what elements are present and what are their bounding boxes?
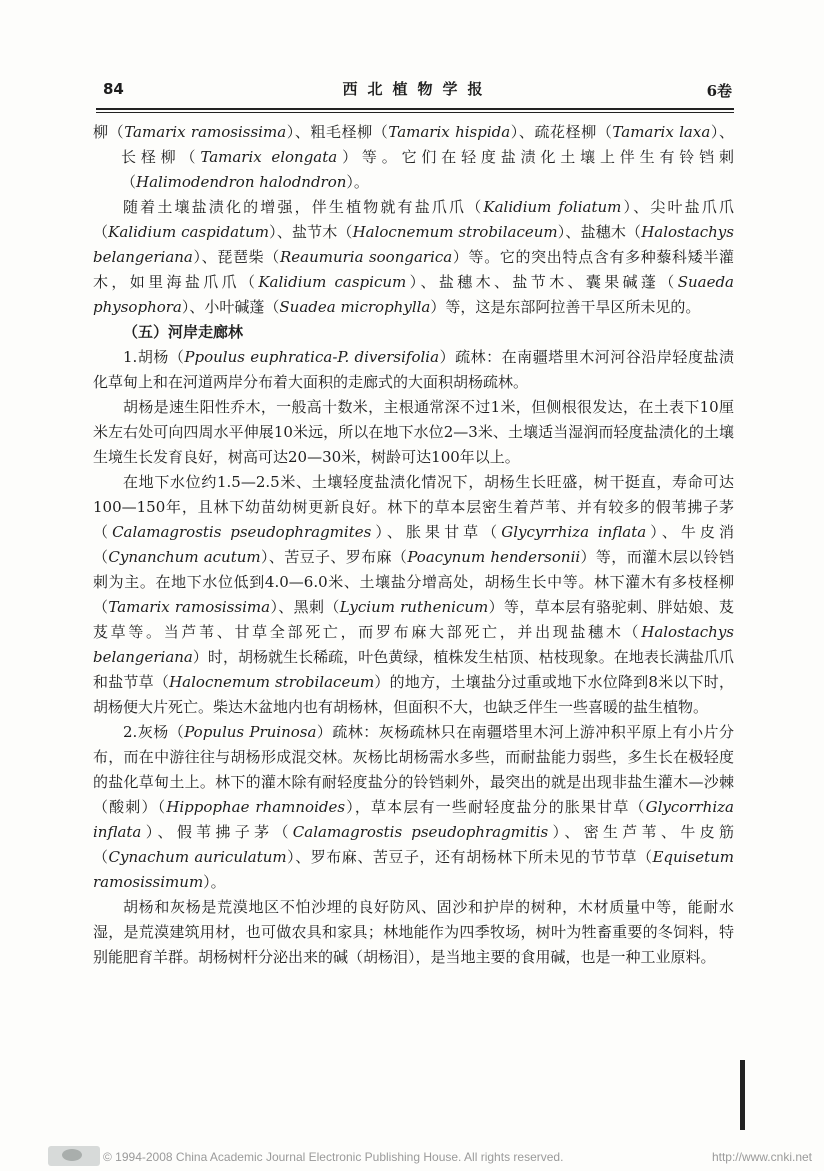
section-heading: （五）河岸走廊林 [123, 323, 244, 341]
paragraph [93, 395, 734, 470]
paragraph [93, 345, 734, 395]
text-run: ）时，胡杨就生长稀疏，叶色黄绿，植株发生枯顶、枯枝现象。在地表长满盐爪爪和盐节草（ [93, 648, 734, 691]
text-run: ）、长柽柳（ [121, 123, 734, 166]
page-number: 84 [103, 80, 124, 98]
latin-name: Halostachys belangeriana [93, 223, 734, 266]
text-run: 胡杨是速生阳性乔木，一般高十数米，主根通常深不过1米，但侧根很发达，在土表下10厘米左右处可向四周水平伸展10米远，所以在地下水位2—3米、土壤适当湿润而轻度盐渍化的土壤生境生长发育良好，树高可达20—30米，树龄可达100年以上。 [93, 398, 734, 466]
text-run: ）等，而灌木层以铃铛刺为主。在地下水位低到4.0—6.0米、土壤盐分增高处，胡杨生长中等。林下灌木有多枝柽柳（ [93, 548, 734, 616]
scan-edge-mark [740, 1060, 745, 1130]
copyright-notice: © 1994-2008 China Academic Journal Electronic Publishing House. All rights reserved. [103, 1150, 564, 1164]
running-header [103, 76, 732, 106]
text-run: ）。 [203, 873, 226, 891]
text-run: ）疏林：在南疆塔里木河河谷沿岸轻度盐渍化草甸上和在河道两岸分布着大面积的走廊式的大面积胡杨疏林。 [93, 348, 734, 391]
text-run: ）等。它的突出特点含有多种藜科矮半灌木，如里海盐爪爪（ [93, 248, 734, 291]
paragraph [93, 120, 734, 195]
latin-name: Tamarix laxa [612, 123, 711, 141]
latin-name: Tamarix hispida [388, 123, 511, 141]
latin-name: Halocnemum strobilaceum [352, 223, 558, 241]
latin-name: Glycyrrhiza inflata [501, 523, 647, 541]
text-run: ）等，这是东部阿拉善干旱区所未见的。 [430, 298, 701, 316]
paragraph [93, 470, 734, 720]
latin-name: Kalidium caspicum [258, 273, 407, 291]
text-run: ）。 [346, 173, 369, 191]
latin-name: Lycium ruthenicum [339, 598, 489, 616]
header-rule [96, 108, 734, 113]
latin-name: Equisetum ramosissimum [93, 848, 734, 891]
text-run: 柳（ [93, 123, 125, 141]
latin-name: Tamarix ramosissima [124, 123, 287, 141]
text-run: ）、盐穗木（ [557, 223, 642, 241]
paragraph [93, 720, 734, 895]
text-run: ）等。它们在轻度盐渍化土壤上伴生有铃铛刺（ [121, 148, 734, 191]
text-run: ）、密生芦苇、牛皮筋（ [93, 823, 734, 866]
journal-title: 西北植物学报 [342, 80, 493, 98]
text-run: ）、假苇拂子茅（ [141, 823, 293, 841]
text-run: 胡杨和灰杨是荒漠地区不怕沙埋的良好防风、固沙和护岸的树种，木材质量中等，能耐水湿，是荒漠建筑用材，也可做农具和家具；林地能作为四季牧场，树叶为牲畜重要的冬饲料，特别能肥育羊群。胡杨树杆分泌出来的碱（胡杨泪），是当地主要的食用碱，也是一种工业原料。 [93, 898, 734, 966]
latin-name: Calamagrostis pseudophragmites [112, 523, 372, 541]
latin-name: Poacynum hendersonii [407, 548, 581, 566]
latin-name: Ppoulus euphratica-P. diversifolia [184, 348, 440, 366]
latin-name: Halocnemum strobilaceum [169, 673, 375, 691]
text-run: ）、黑刺（ [270, 598, 340, 616]
text-run: ）的地方，土壤盐分过重或地下水位降到8米以下时，胡杨便大片死亡。柴达木盆地内也有胡杨林，但面积不大，也缺乏伴生一些喜暖的盐生植物。 [93, 673, 734, 716]
footer [40, 1146, 814, 1168]
text-run: ）、尖叶盐爪爪（ [93, 198, 734, 241]
text-run: ），草本层有一些耐轻度盐分的胀果甘草（ [345, 798, 646, 816]
paragraph [93, 195, 734, 320]
latin-name: Calamagrostis pseudophragmitis [292, 823, 549, 841]
article-body [93, 120, 734, 970]
latin-name: Tamarix elongata [200, 148, 338, 166]
text-run: ）、牛皮消（ [93, 523, 734, 566]
text-run: ）、琵琶柴（ [192, 248, 280, 266]
publisher-logo [48, 1146, 100, 1166]
latin-name: Glycorrhiza inflata [93, 798, 734, 841]
latin-name: Cynachum auriculatum [108, 848, 287, 866]
latin-name: Reaumuria soongarica [279, 248, 453, 266]
latin-name: Cynanchum acutum [108, 548, 261, 566]
text-run: ）、胀果甘草（ [371, 523, 502, 541]
text-run: 在地下水位约1.5—2.5米、土壤轻度盐渍化情况下，胡杨生长旺盛，树干挺直，寿命可达100—150年，且林下幼苗幼树更新良好。林下的草本层密生着芦苇、并有较多的假苇拂子茅（ [93, 473, 734, 541]
latin-name: Halostachys belangeriana [93, 623, 734, 666]
text-run: ）、小叶碱蓬（ [181, 298, 280, 316]
text-run: ）等，草本层有骆驼刺、胖姑娘、芨芨草等。当芦苇、甘草全部死亡，而罗布麻大部死亡，并出现盐穗木（ [93, 598, 734, 641]
text-run: 1.胡杨（ [123, 348, 185, 366]
latin-name: Hippophae rhamnoides [166, 798, 346, 816]
latin-name: Populus Pruinosa [184, 723, 317, 741]
volume-label: 6卷 [706, 82, 732, 100]
text-run: ）疏林：灰杨疏林只在南疆塔里木河上游冲积平原上有小片分布，而在中游往往与胡杨形成混交林。灰杨比胡杨需水多些，而耐盐能力弱些，多生长在极轻度的盐化草甸土上。林下的灌木除有耐轻度盐分的铃铛刺外，最突出的就是出现非盐生灌木—沙棘（酸刺）（ [93, 723, 735, 816]
text-run: ）、苦豆子、罗布麻（ [260, 548, 408, 566]
latin-name: Kalidium caspidatum [108, 223, 270, 241]
text-run: ）、盐节木（ [269, 223, 353, 241]
text-run: ）、粗毛柽柳（ [286, 123, 389, 141]
latin-name: Kalidium foliatum [483, 198, 622, 216]
text-run: ）、罗布麻、苦豆子，还有胡杨林下所未见的节节草（ [286, 848, 653, 866]
text-run: 随着土壤盐渍化的增强，伴生植物就有盐爪爪（ [123, 198, 484, 216]
latin-name: Tamarix ramosissima [108, 598, 271, 616]
text-run: ）、盐穗木、盐节木、囊果碱蓬（ [406, 273, 678, 291]
latin-name: Suaeda physophora [93, 273, 734, 316]
latin-name: Halimodendron halodndron [136, 173, 347, 191]
text-run: 2.灰杨（ [123, 723, 185, 741]
paragraph [93, 895, 734, 970]
latin-name: Suadea microphylla [279, 298, 431, 316]
footer-link[interactable]: http://www.cnki.net [711, 1150, 812, 1164]
text-run: ）、疏花柽柳（ [510, 123, 613, 141]
